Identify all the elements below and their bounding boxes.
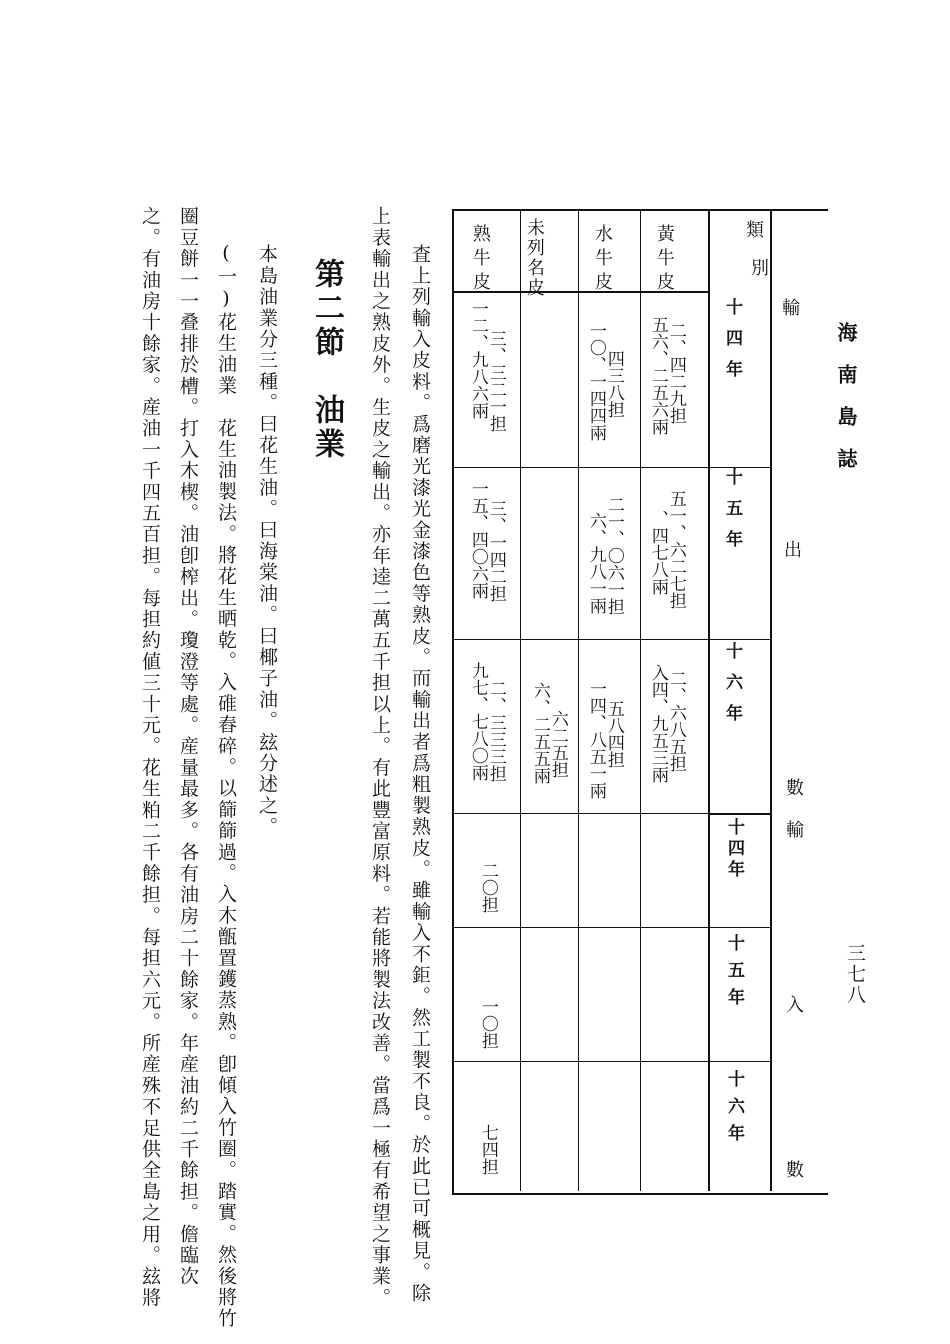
table-cell: 二、三三三担 [485, 680, 506, 782]
body-line: 之。有油房十餘家。産油一千四五百担。每担約値三十元。花生粕二千餘担。每担六元。所産殊不足供全島之用。玆將 [139, 206, 161, 1309]
body-line: 圈豆餅一一叠排於槽。打入木楔。油卽榨出。瓊澄等處。産量最多。各有油房二十餘家。年産油約二千餘担。儋臨次 [177, 206, 199, 1288]
table-cell: 二、四二九担 [665, 322, 686, 424]
table-cell: 一〇担 [477, 998, 498, 1049]
table-cell: 一四、八五一兩 [585, 680, 606, 799]
table-cell: 入四、九五三兩 [647, 664, 668, 783]
table-cell: 二一、〇六一担 [603, 496, 624, 615]
table-cell: 四三八担 [603, 350, 624, 418]
table-cell: 三、一四二担 [485, 500, 506, 602]
table-cell: 一〇、一四四兩 [585, 322, 606, 441]
table-cell: 六、九八一兩 [585, 512, 606, 614]
table-cell: 一二、九八六兩 [467, 300, 488, 419]
import-label-2: 入 [783, 995, 804, 1013]
table-cell: 二〇担 [477, 862, 498, 913]
table-cell: 六、二五五兩 [529, 682, 550, 784]
export-label-1: 輸 [779, 298, 800, 316]
book-title: 海南島誌 [834, 322, 858, 490]
trade-table [452, 209, 828, 1195]
table-cell: 三、三二一担 [485, 330, 506, 432]
body-line: 上表輸出之熟皮外。生皮之輸出。亦年逵二萬五千担以上。有此豐富原料。若能將製法改善。當爲一極有希望之事業。 [369, 206, 391, 1309]
body-line: 本島油業分三種。曰花生油。曰海棠油。曰椰子油。玆分述之。 [256, 244, 278, 838]
table-cell: 五六、二五六兩 [647, 316, 668, 435]
category-label: 熟牛皮 [469, 224, 491, 296]
table-cell: 五八四担 [603, 700, 624, 768]
table-cell: 六二五担 [547, 710, 568, 778]
category-label: 黃牛皮 [653, 224, 675, 296]
year-label: 十五年 [724, 934, 744, 1015]
year-label: 十四年 [722, 298, 742, 391]
page-number: 三七八 [844, 943, 866, 1006]
export-label-2: 出 [781, 540, 802, 558]
year-label: 十六年 [724, 1070, 744, 1151]
year-label: 十四年 [724, 818, 744, 881]
category-label: 未列名皮 [523, 218, 545, 298]
import-label-1: 輸 [783, 820, 804, 838]
table-cell: 七四担 [477, 1124, 498, 1175]
corner-label-top: 類 [743, 220, 764, 238]
table-cell: 一五、四〇六兩 [467, 480, 488, 599]
section-title: 第二節 油業 [309, 258, 344, 462]
body-line: (一)花生油業 花生油製法。將花生晒乾。入碓舂碎。以篩篩過。入木甑置鑊蒸熟。卽傾入竹圈。踏實。然後將竹 [215, 242, 237, 1330]
table-cell: 二、六八五担 [665, 670, 686, 772]
year-label: 十五年 [722, 468, 742, 561]
table-cell: 、四七八兩 [647, 510, 668, 595]
corner-label-bottom: 別 [748, 258, 769, 276]
table-cell: 五一、六二七担 [665, 490, 686, 609]
table-cell: 九七、七八〇兩 [467, 662, 488, 781]
category-label: 水牛皮 [591, 224, 613, 296]
quantity-label: 數 [783, 778, 804, 796]
year-label: 十六年 [722, 642, 742, 735]
body-line: 査上列輸入皮料。爲磨光漆光金漆色等熟皮。而輸出者爲粗製熟皮。雖輸入不鉅。然工製不良。於此已可概見。除 [409, 244, 431, 1304]
quantity-label-2: 數 [783, 1160, 804, 1178]
